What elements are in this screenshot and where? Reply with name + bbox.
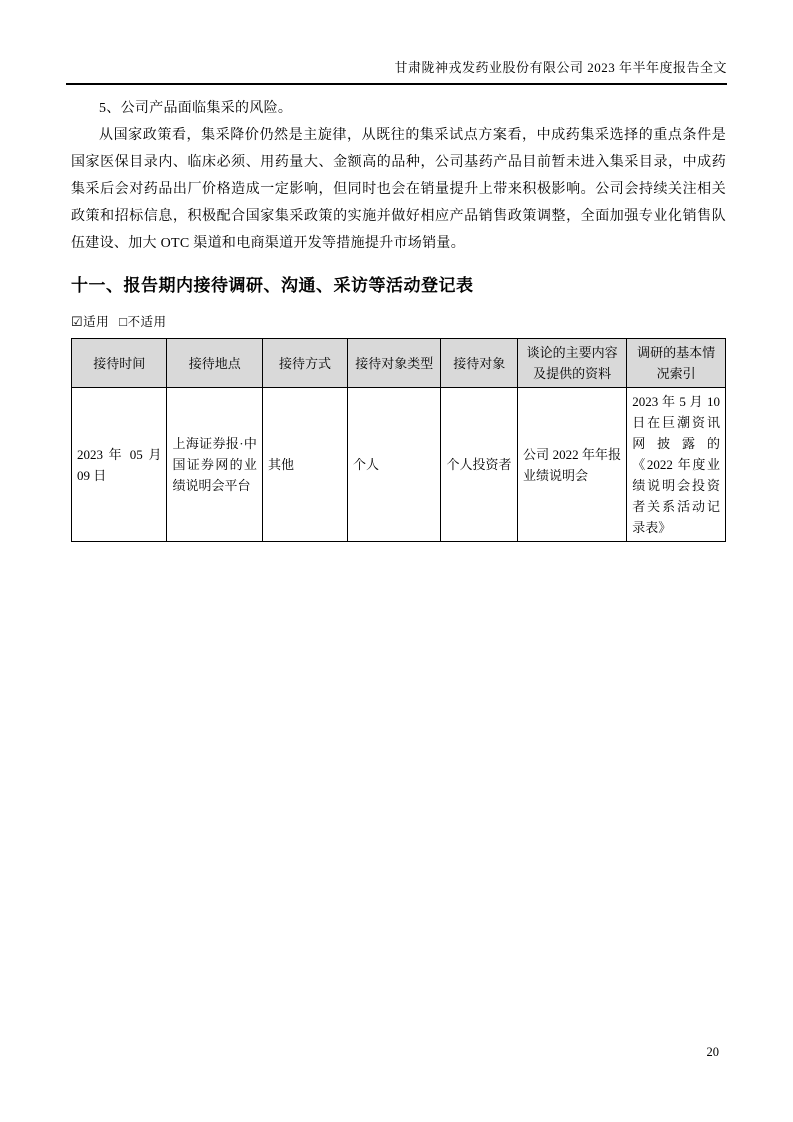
page-number: 20 <box>706 1045 719 1059</box>
column-header-index: 调研的基本情况索引 <box>627 339 726 388</box>
risk-paragraph: 从国家政策看，集采降价仍然是主旋律，从既往的集采试点方案看，中成药集采选择的重点条件是国家医保目录内、临床必须、用药量大、金额高的品种，公司基药产品目前暂未进入集采目录，中成药集采后会对药品出厂价格造成一定影响，但同时也会在销量提升上带来积极影响。公司会持续关注相关政策和招标信息，积极配合国家集采政策的实施并做好相应产品销售政策调整，全面加强专业化销售队伍建设、加大 OTC 渠道和电商渠道开发等措施提升市场销量。 <box>71 128 726 251</box>
page-content <box>71 95 726 542</box>
activity-table <box>71 338 726 542</box>
table-header-row <box>72 339 726 388</box>
unchecked-checkbox-icon: □ <box>119 314 128 329</box>
not-applicable-label: 不适用 <box>127 315 167 329</box>
column-header-topic: 谈论的主要内容及提供的资料 <box>517 339 626 388</box>
cell-type: 个人 <box>347 388 441 542</box>
cell-way: 其他 <box>262 388 347 542</box>
column-header-time: 接待时间 <box>72 339 167 388</box>
column-header-type: 接待对象类型 <box>347 339 441 388</box>
section-heading: 十一、报告期内接待调研、沟通、采访等活动登记表 <box>71 276 474 295</box>
cell-target: 个人投资者 <box>441 388 518 542</box>
running-header: 甘肃陇神戎发药业股份有限公司 2023 年半年度报告全文 <box>66 57 727 85</box>
cell-topic: 公司 2022 年年报业绩说明会 <box>517 388 626 542</box>
cell-index: 2023 年 5 月 10 日在巨潮资讯网披露的《2022 年度业绩说明会投资者关系活动记录表》 <box>627 388 726 542</box>
cell-place: 上海证券报·中国证券网的业绩说明会平台 <box>167 388 262 542</box>
column-header-way: 接待方式 <box>262 339 347 388</box>
applicable-label: 适用 <box>83 315 110 329</box>
column-header-target: 接待对象 <box>441 339 518 388</box>
risk-item-title: 5、公司产品面临集采的风险。 <box>99 101 293 116</box>
cell-time: 2023 年 05 月 09 日 <box>72 388 167 542</box>
table-row <box>72 388 726 542</box>
applicable-line <box>71 312 726 330</box>
column-header-place: 接待地点 <box>167 339 262 388</box>
checked-checkbox-icon: ☑ <box>71 314 84 329</box>
